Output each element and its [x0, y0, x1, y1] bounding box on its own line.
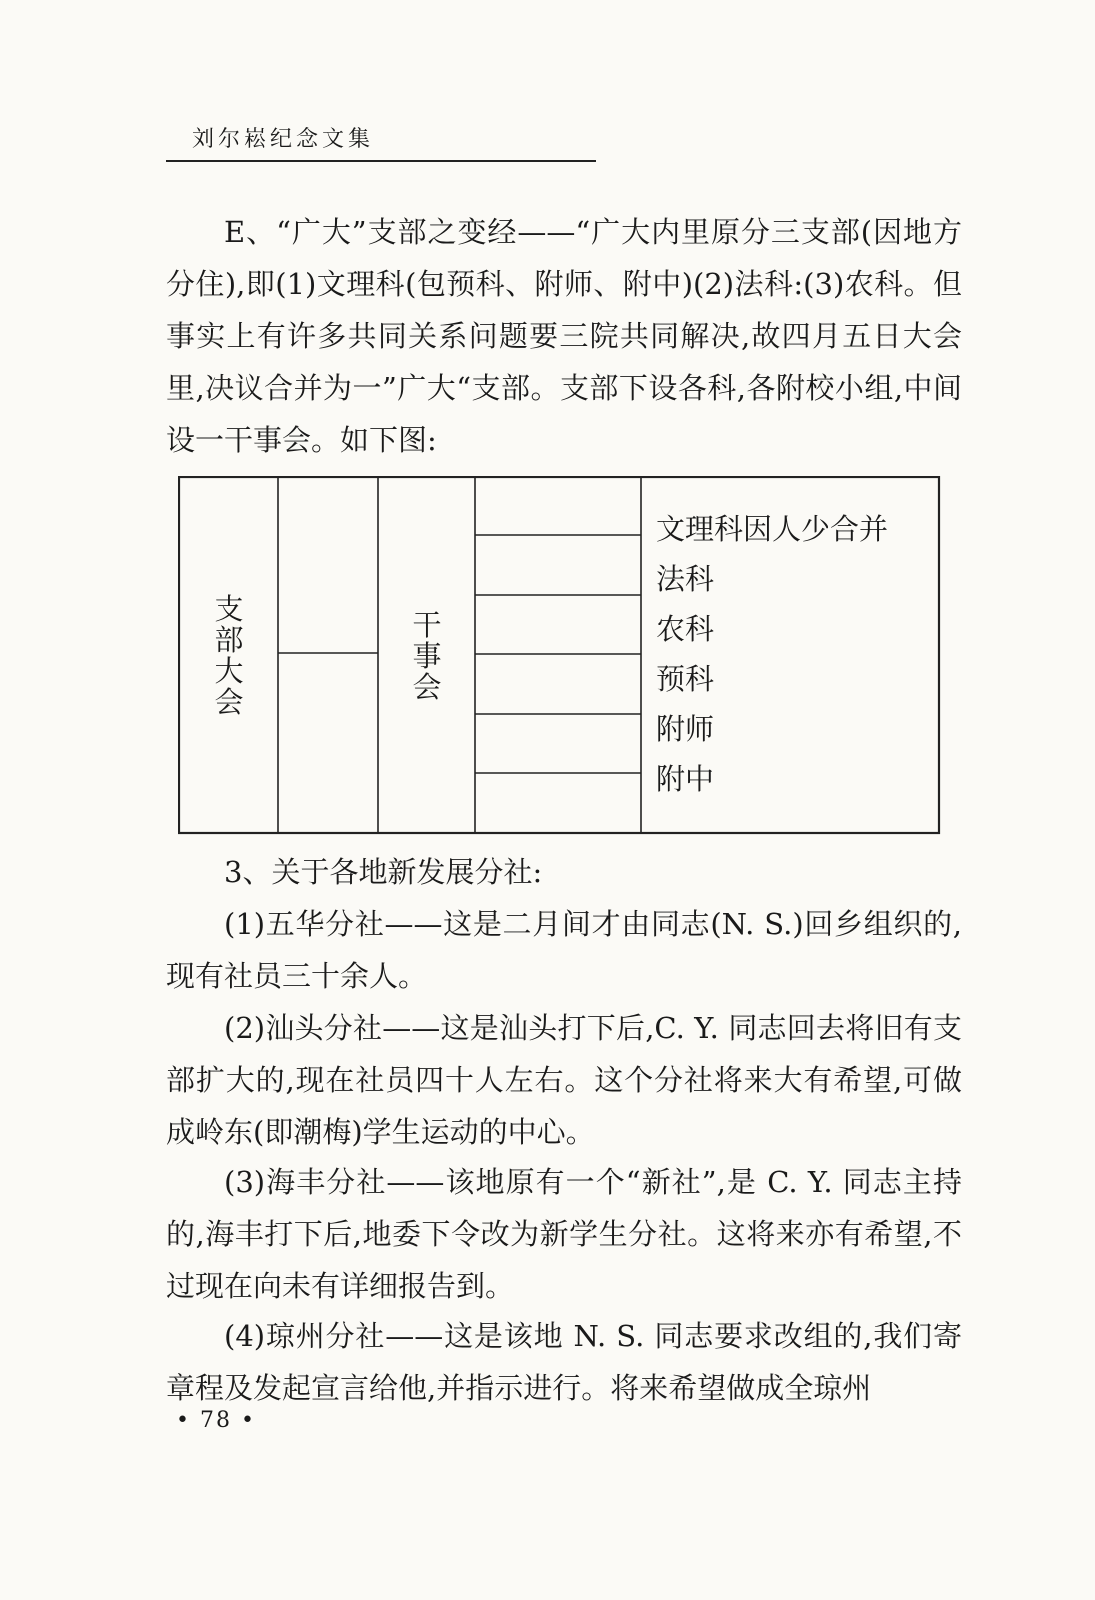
page-number: • 78 •	[176, 1408, 256, 1433]
branch-item: 文理科因人少合并	[656, 512, 889, 546]
branch-item: 附师	[656, 712, 715, 746]
paragraph-haifeng: (3)海丰分社——该地原有一个“新社”,是 C. Y. 同志主持的,海丰打下后,地委下令改为新学生分社。这将来亦有希望,不过现在向未有详细报告到。	[166, 1165, 962, 1303]
book-title: 刘尔崧纪念文集	[192, 127, 375, 152]
org-chart	[178, 476, 941, 836]
header-rule	[166, 160, 596, 162]
branch-list	[656, 504, 936, 804]
branch-item: 预科	[656, 662, 715, 696]
branch-item: 法科	[656, 562, 715, 596]
paragraph-shantou: (2)汕头分社——这是汕头打下后,C. Y. 同志回去将旧有支部扩大的,现在社员四十人左右。这个分社将来大有希望,可做成岭东(即潮梅)学生运动的中心。	[166, 1011, 962, 1149]
branch-assembly-label: 支 部 大 会	[214, 592, 244, 719]
paragraph-qiongzhou: (4)琼州分社——这是该地 N. S. 同志要求改组的,我们寄章程及发起宣言给他,并指示进行。将来希望做成全琼州	[166, 1319, 962, 1405]
paragraph-wuhua: (1)五华分社——这是二月间才由同志(N. S.)回乡组织的,现有社员三十余人。	[166, 907, 962, 993]
branch-item: 农科	[656, 612, 715, 646]
committee-label: 干 事 会	[412, 608, 442, 704]
branch-item: 附中	[656, 762, 715, 796]
paragraph-branch-change: E、“广大”支部之变经——“广大内里原分三支部(因地方分住),即(1)文理科(包预科、附师、附中)(2)法科:(3)农科。但事实上有许多共同关系问题要三院共同解决,故四月五日大会里,决议合并为一”广大“支部。支部下设各科,各附校小组,中间设一干事会。如下图:	[166, 215, 962, 457]
section-heading-new-branches: 3、关于各地新发展分社:	[224, 855, 543, 889]
